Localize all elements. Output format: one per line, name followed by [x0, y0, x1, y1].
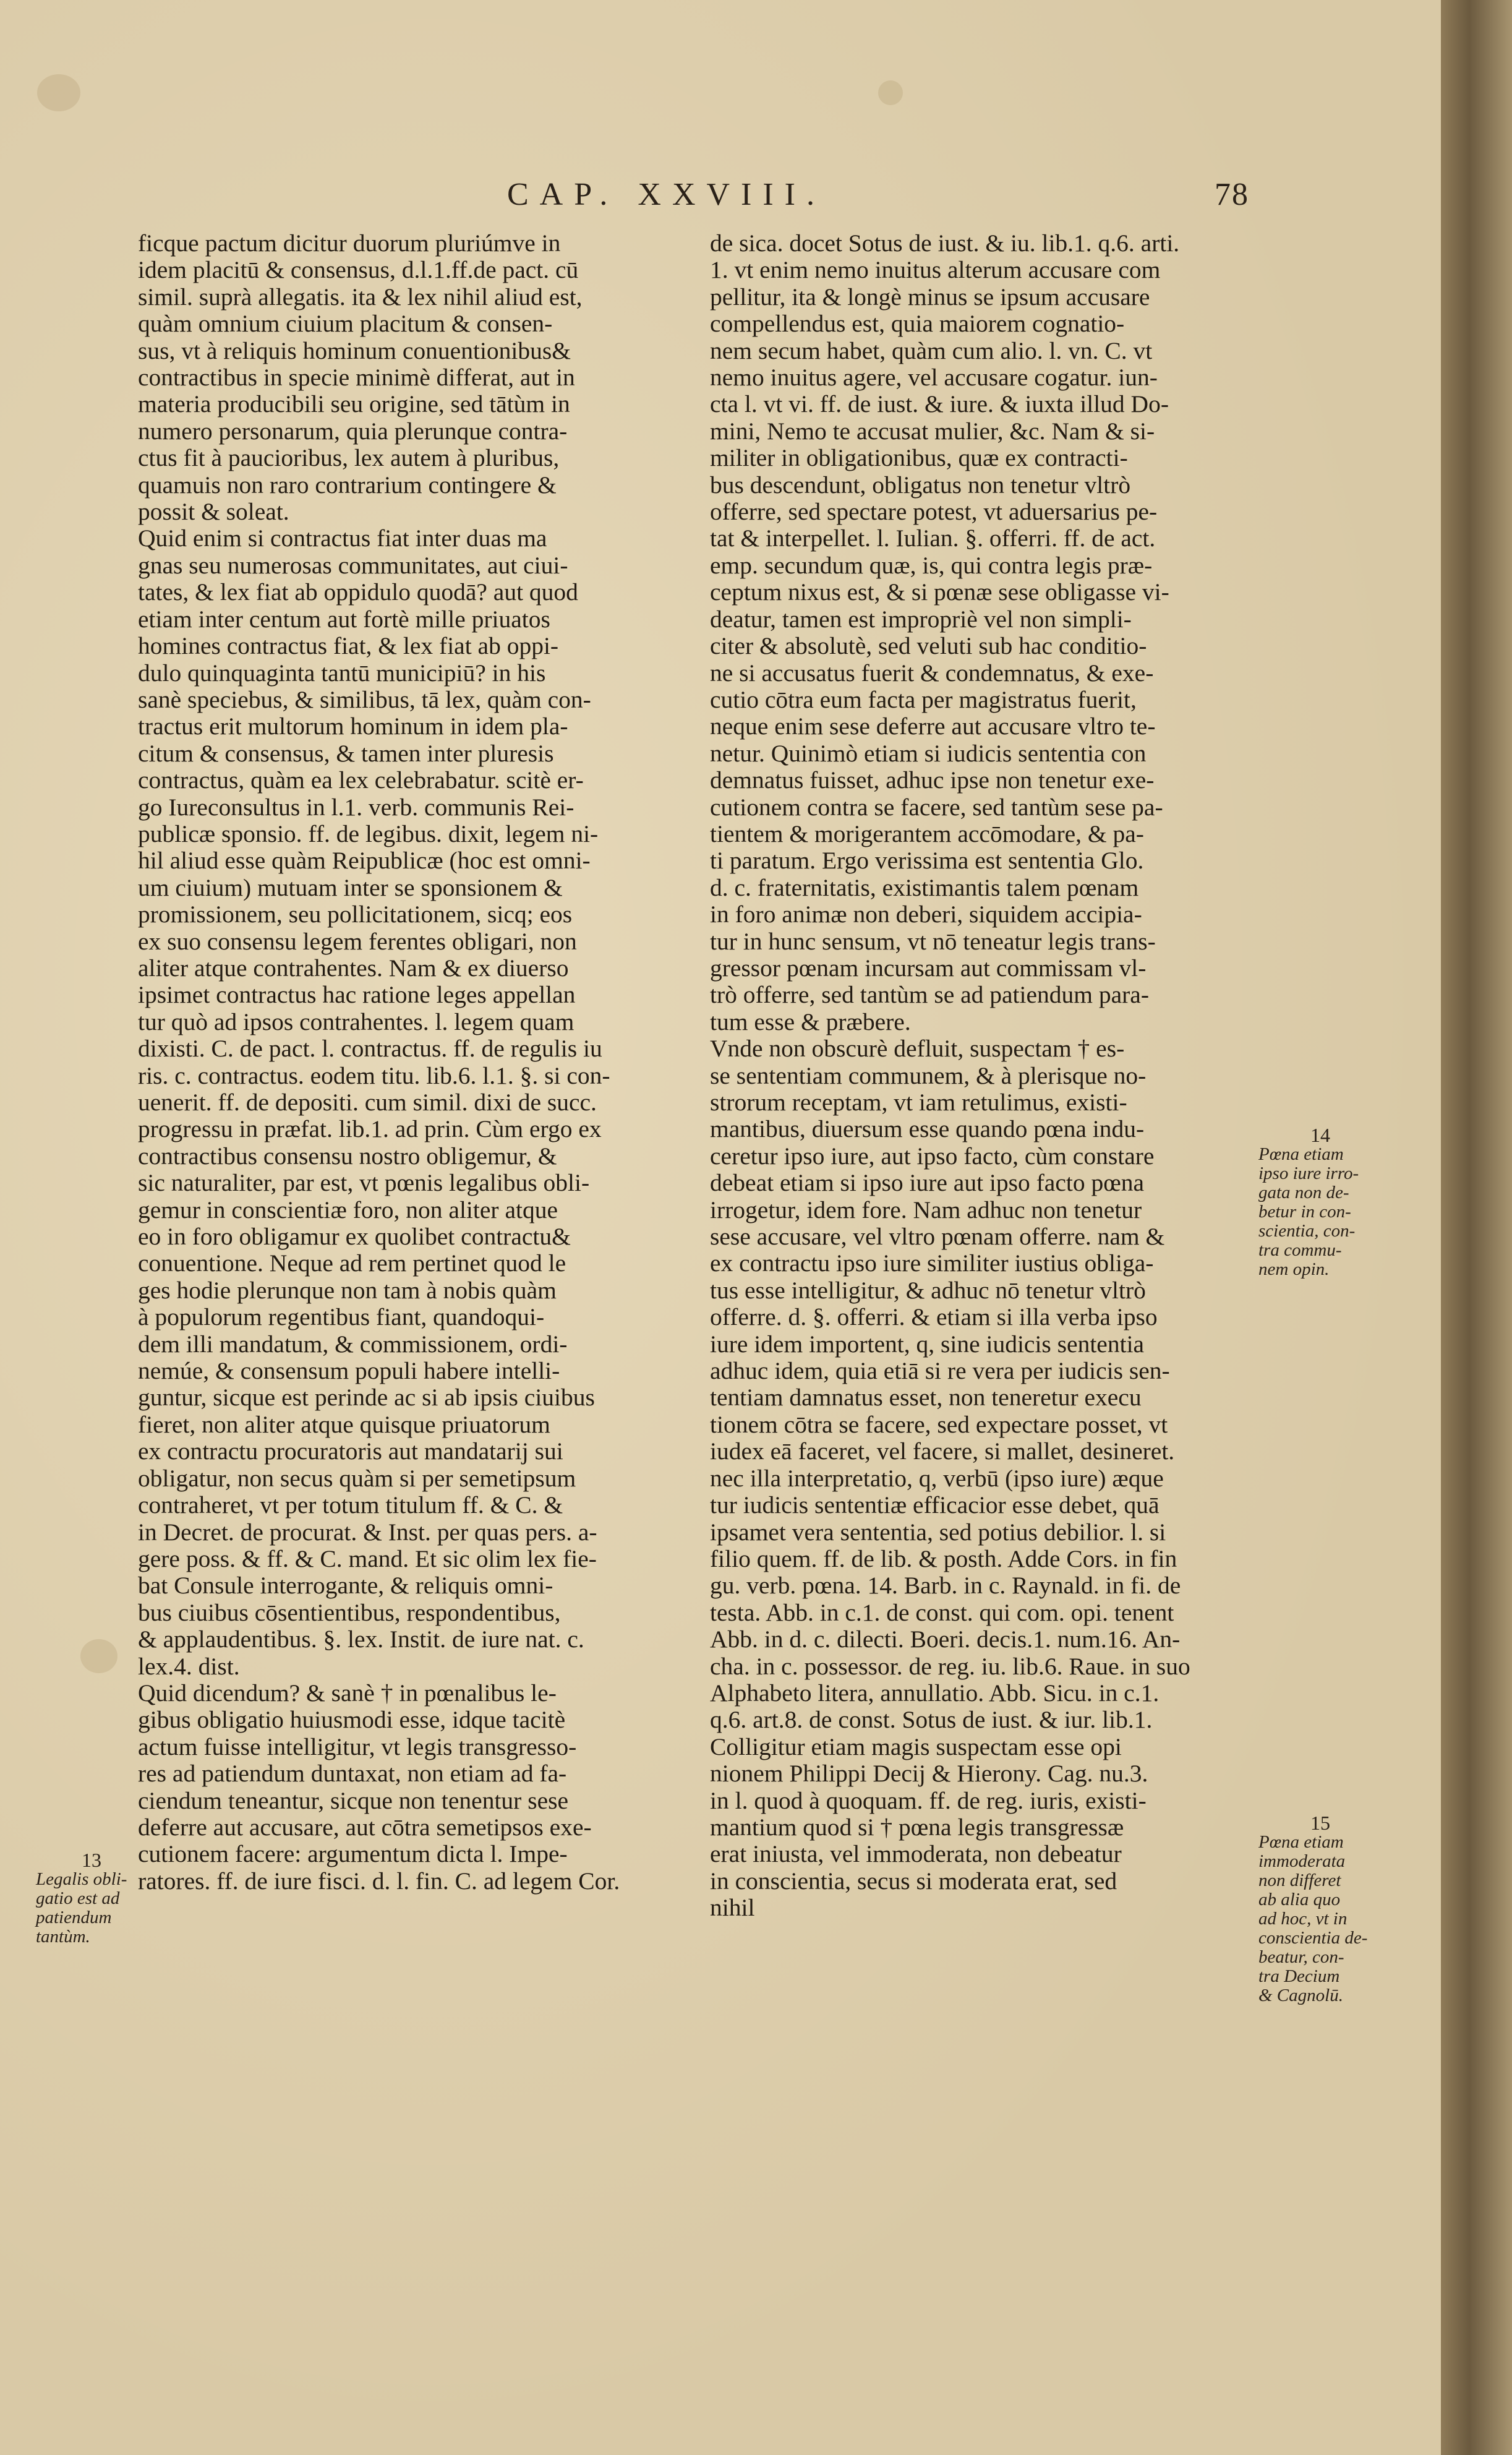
text-line: offerre. d. §. offerri. & etiam si illa verba ipso	[710, 1304, 1158, 1331]
text-line: ratores. ff. de iure fisci. d. l. fin. C. ad legem Cor.	[138, 1867, 620, 1895]
text-line: quamuis non raro contrarium contingere &	[138, 471, 557, 499]
text-line: tates, & lex fiat ab oppidulo quodā? aut quod	[138, 579, 578, 606]
text-line: homines contractus fiat, & lex fiat ab oppi-	[138, 633, 559, 660]
margin-note-line: gata non de-	[1258, 1183, 1349, 1202]
text-line: conuentione. Neque ad rem pertinet quod le	[138, 1250, 566, 1277]
text-line: obligatur, non secus quàm si per semetipsum	[138, 1465, 576, 1492]
text-line: emp. secundum quæ, is, qui contra legis præ-	[710, 552, 1153, 579]
margin-note-number: 13	[82, 1849, 101, 1871]
text-line: ti paratum. Ergo verissima est sententia Glo.	[710, 847, 1144, 875]
text-line: sese accusare, vel vltro pœnam offerre. nam &	[710, 1223, 1165, 1251]
text-line: gressor pœnam incursam aut commissam vl-	[710, 954, 1147, 982]
text-line: possit & soleat.	[138, 499, 289, 526]
text-line: contractibus in specie minimè differat, aut in	[138, 364, 575, 392]
margin-note-line: ipso iure irro-	[1258, 1163, 1359, 1183]
text-line: Alphabeto litera, annullatio. Abb. Sicu. in c.1.	[710, 1679, 1160, 1707]
text-line: dulo quinquaginta tantū municipiū? in his	[138, 659, 546, 687]
text-line: nihil	[710, 1895, 755, 1922]
margin-note-number: 15	[1310, 1812, 1330, 1834]
text-line: trò offerre, sed tantùm se ad patiendum para-	[710, 982, 1149, 1009]
text-line: simil. suprà allegatis. ita & lex nihil aliud est,	[138, 283, 583, 311]
text-line: idem placitū & consensus, d.l.1.ff.de pact. cū	[138, 257, 579, 284]
text-line: militer in obligationibus, quæ ex contracti-	[710, 445, 1128, 472]
text-line: neque enim sese deferre aut accusare vltro te-	[710, 713, 1156, 740]
text-line: progressu in præfat. lib.1. ad prin. Cùm ergo ex	[138, 1116, 602, 1143]
text-line: tum esse & præbere.	[710, 1008, 911, 1035]
text-line: deatur, tamen est impropriè vel non simpli-	[710, 606, 1132, 633]
text-line: mantibus, diuersum esse quando pœna indu-	[710, 1116, 1145, 1143]
text-line: ipsimet contractus hac ratione leges appellan	[138, 982, 576, 1009]
margin-note-line: gatio est ad	[36, 1888, 120, 1908]
text-line: numero personarum, quia plerunque contra-	[138, 418, 568, 445]
text-line: tientem & morigerantem accōmodare, & pa-	[710, 820, 1144, 847]
margin-note-line: ad hoc, vt in	[1258, 1909, 1348, 1929]
text-line: Vnde non obscurè defluit, suspectam † es-	[710, 1035, 1125, 1063]
margin-note-line: Legalis obli-	[36, 1869, 127, 1889]
text-line: demnatus fuisset, adhuc ipse non tenetur exe-	[710, 767, 1155, 794]
text-line: 1. vt enim nemo inuitus alterum accusare com	[710, 257, 1161, 284]
margin-note-line: scientia, con-	[1258, 1221, 1356, 1241]
margin-note-13	[36, 1851, 147, 1947]
text-line: promissionem, seu pollicitationem, sicq; eos	[138, 901, 573, 928]
text-line: filio quem. ff. de lib. & posth. Adde Cors. in fin	[710, 1545, 1177, 1572]
page-edge	[1441, 0, 1512, 2455]
text-line: ex contractu ipso iure similiter iustius obliga-	[710, 1250, 1154, 1277]
text-line: actum fuisse intelligitur, vt legis transgresso-	[138, 1733, 577, 1760]
text-line: à populorum regentibus fiant, quandoqui-	[138, 1304, 545, 1331]
text-line: tionem cōtra se facere, sed expectare posset, vt	[710, 1411, 1168, 1438]
margin-note-14	[1258, 1126, 1382, 1279]
text-line: mantium quod si † pœna legis transgressæ	[710, 1814, 1124, 1841]
text-line: tur iudicis sententiæ efficacior esse debet, quā	[710, 1492, 1160, 1519]
text-line: materia producibili seu origine, sed tātùm in	[138, 391, 570, 418]
text-line: deferre aut accusare, aut cōtra semetipsos exe-	[138, 1814, 592, 1841]
text-line: nemúe, & consensum populi habere intelli-	[138, 1358, 560, 1385]
text-line: aliter atque contrahentes. Nam & ex diuerso	[138, 954, 569, 982]
text-line: uenerit. ff. de depositi. cum simil. dixi de succ.	[138, 1089, 597, 1116]
margin-note-line: Pœna etiam	[1258, 1144, 1344, 1164]
text-line: iure idem importent, q, sine iudicis sententia	[710, 1330, 1145, 1358]
text-line: ne si accusatus fuerit & condemnatus, & exe-	[710, 659, 1154, 687]
text-line: in l. quod à quoquam. ff. de reg. iuris, existi-	[710, 1787, 1147, 1814]
text-line: bus descendunt, obligatus non tenetur vltrò	[710, 471, 1131, 499]
text-line: gnas seu numerosas communitates, aut ciui-	[138, 552, 568, 579]
text-line: in Decret. de procurat. & Inst. per quas pers. a-	[138, 1519, 597, 1546]
text-line: gemur in conscientiæ foro, non aliter atque	[138, 1196, 558, 1223]
text-line: de sica. docet Sotus de iust. & iu. lib.1. q.6. arti.	[710, 230, 1180, 257]
text-line: offerre, sed spectare potest, vt aduersarius pe-	[710, 499, 1158, 526]
chapter-title: CAP. XXVIII.	[507, 177, 826, 212]
text-line: tentiam damnatus esset, non teneretur execu	[710, 1384, 1142, 1412]
text-line: publicæ sponsio. ff. de legibus. dixit, legem ni-	[138, 820, 599, 847]
paper-stain	[80, 1639, 117, 1673]
text-line: cta l. vt vi. ff. de iust. & iure. & iuxta illud Do-	[710, 391, 1169, 418]
text-line: ges hodie plerunque non tam à nobis quàm	[138, 1277, 557, 1304]
text-line: in conscientia, secus si moderata erat, sed	[710, 1867, 1117, 1895]
text-line: in foro animæ non deberi, siquidem accipia-	[710, 901, 1142, 928]
margin-note-line: ab alia quo	[1258, 1890, 1341, 1909]
text-line: Quid dicendum? & sanè † in pœnalibus le-	[138, 1679, 557, 1707]
text-line: iudex eā faceret, vel facere, si mallet, desineret.	[710, 1438, 1175, 1465]
margin-note-line: tra Decium	[1258, 1966, 1340, 1986]
text-line: netur. Quinimò etiam si iudicis sententia con	[710, 740, 1147, 767]
text-line: tus esse intelligitur, & adhuc nō tenetur vltrò	[710, 1277, 1146, 1304]
text-line: ficque pactum dicitur duorum pluriúmve in	[138, 230, 561, 257]
text-line: irrogetur, idem fore. Nam adhuc non tenetur	[710, 1196, 1142, 1223]
margin-note-line: betur in con-	[1258, 1202, 1351, 1222]
margin-note-line: patiendum	[36, 1908, 112, 1927]
text-line: res ad patiendum duntaxat, non etiam ad fa-	[138, 1760, 567, 1788]
text-line: bat Consule interrogante, & reliquis omni-	[138, 1572, 553, 1600]
text-line: tur quò ad ipsos contrahentes. l. legem quam	[138, 1008, 574, 1035]
text-line: cha. in c. possessor. de reg. iu. lib.6. Raue. in suo	[710, 1653, 1190, 1680]
text-line: gu. verb. pœna. 14. Barb. in c. Raynald. in fi. de	[710, 1572, 1181, 1600]
margin-note-line: beatur, con-	[1258, 1947, 1344, 1967]
text-line: ceretur ipso iure, aut ipso facto, cùm constare	[710, 1142, 1155, 1170]
text-line: contractibus consensu nostro obligemur, &	[138, 1142, 557, 1170]
text-line: d. c. fraternitatis, existimantis talem pœnam	[710, 874, 1139, 901]
text-line: guntur, sicque est perinde ac si ab ipsis ciuibus	[138, 1384, 595, 1412]
margin-note-line: nem opin.	[1258, 1259, 1330, 1279]
text-line: gere poss. & ff. & C. mand. Et sic olim lex fie-	[138, 1545, 597, 1572]
text-line: & applaudentibus. §. lex. Instit. de iure nat. c.	[138, 1626, 584, 1653]
margin-note-line: & Cagnolū.	[1258, 1986, 1343, 2005]
text-line: etiam inter centum aut fortè mille priuatos	[138, 606, 550, 633]
text-line: erat iniusta, vel immoderata, non debeatur	[710, 1841, 1122, 1868]
margin-note-line: Pœna etiam	[1258, 1832, 1344, 1852]
text-line: sus, vt à reliquis hominum conuentionibus&	[138, 337, 571, 364]
text-line: ex contractu procuratoris aut mandatarij sui	[138, 1438, 563, 1465]
running-header	[507, 176, 1249, 220]
text-line: sic naturaliter, par est, vt pœnis legalibus obli-	[138, 1170, 590, 1197]
paper-stain	[37, 74, 80, 111]
text-line: go Iureconsultus in l.1. verb. communis Rei-	[138, 794, 574, 821]
margin-note-number: 14	[1310, 1124, 1330, 1146]
text-line: ciendum teneantur, sicque non tenentur sese	[138, 1787, 569, 1814]
text-line: contraheret, vt per totum titulum ff. & C. &	[138, 1492, 563, 1519]
text-line: citum & consensus, & tamen inter pluresis	[138, 740, 554, 767]
margin-note-line: tra commu-	[1258, 1240, 1342, 1260]
text-line: ipsamet vera sententia, sed potius debilior. l. si	[710, 1519, 1166, 1546]
text-line: debeat etiam si ipso iure aut ipso facto pœna	[710, 1170, 1145, 1197]
text-line: fieret, non aliter atque quisque priuatorum	[138, 1411, 550, 1438]
text-line: testa. Abb. in c.1. de const. qui com. opi. tenent	[710, 1599, 1174, 1626]
text-line: tur in hunc sensum, vt nō teneatur legis trans-	[710, 928, 1156, 955]
text-line: um ciuium) mutuam inter se sponsionem &	[138, 874, 563, 901]
text-line: quàm omnium ciuium placitum & consen-	[138, 311, 553, 338]
text-line: se sententiam communem, & à plerisque no-	[710, 1062, 1147, 1089]
margin-note-line: tantùm.	[36, 1927, 90, 1947]
text-line: Quid enim si contractus fiat inter duas ma	[138, 525, 547, 552]
text-line: nionem Philippi Decij & Hierony. Cag. nu.3.	[710, 1760, 1148, 1788]
page-number: 78	[1215, 177, 1249, 212]
text-line: ris. c. contractus. eodem titu. lib.6. l.1. §. si con-	[138, 1062, 610, 1089]
text-line: tat & interpellet. l. Iulian. §. offerri. ff. de act.	[710, 525, 1156, 552]
paper-stain	[878, 80, 903, 105]
right-text-column	[710, 230, 1242, 1922]
text-line: compellendus est, quia maiorem cognatio-	[710, 311, 1125, 338]
left-text-column	[138, 230, 676, 1895]
text-line: mini, Nemo te accusat mulier, &c. Nam & si-	[710, 418, 1155, 445]
text-line: ex suo consensu legem ferentes obligari, non	[138, 928, 577, 955]
text-line: adhuc idem, quia etiā si re vera per iudicis sen-	[710, 1358, 1170, 1385]
text-line: cutio cōtra eum facta per magistratus fuerit,	[710, 686, 1137, 713]
margin-note-line: non differet	[1258, 1870, 1341, 1890]
text-line: pellitur, ita & longè minus se ipsum accusare	[710, 283, 1150, 311]
text-line: nemo inuitus agere, vel accusare cogatur. iun-	[710, 364, 1158, 392]
text-line: gibus obligatio huiusmodi esse, idque tacitè	[138, 1707, 566, 1734]
text-line: contractus, quàm ea lex celebrabatur. scitè er-	[138, 767, 584, 794]
text-line: citer & absolutè, sed veluti sub hac conditio-	[710, 633, 1147, 660]
text-line: cutionem facere: argumentum dicta l. Impe-	[138, 1841, 568, 1868]
margin-note-15	[1258, 1814, 1382, 2005]
margin-note-line: conscientia de-	[1258, 1928, 1368, 1948]
margin-note-line: immoderata	[1258, 1851, 1346, 1871]
text-line: lex.4. dist.	[138, 1653, 240, 1680]
text-line: tractus erit multorum hominum in idem pla-	[138, 713, 568, 740]
text-line: nem secum habet, quàm cum alio. l. vn. C. vt	[710, 337, 1153, 364]
text-line: dixisti. C. de pact. l. contractus. ff. de regulis iu	[138, 1035, 602, 1063]
text-line: eo in foro obligamur ex quolibet contractu&	[138, 1223, 571, 1251]
text-line: nec illa interpretatio, q, verbū (ipso iure) æque	[710, 1465, 1164, 1492]
text-line: strorum receptam, vt iam retulimus, existi-	[710, 1089, 1127, 1116]
text-line: cutionem contra se facere, sed tantùm sese pa-	[710, 794, 1163, 821]
text-line: Abb. in d. c. dilecti. Boeri. decis.1. num.16. An-	[710, 1626, 1181, 1653]
text-line: hil aliud esse quàm Reipublicæ (hoc est omni-	[138, 847, 591, 875]
text-line: q.6. art.8. de const. Sotus de iust. & iur. lib.1.	[710, 1707, 1153, 1734]
text-line: Colligitur etiam magis suspectam esse opi	[710, 1733, 1122, 1760]
text-line: bus ciuibus cōsentientibus, respondentibus,	[138, 1599, 561, 1626]
text-line: ceptum nixus est, & si pœnæ sese obligasse vi-	[710, 579, 1169, 606]
text-line: dem illi mandatum, & commissionem, ordi-	[138, 1330, 568, 1358]
text-line: ctus fit à paucioribus, lex autem à pluribus,	[138, 445, 560, 472]
text-line: sanè speciebus, & similibus, tā lex, quàm con-	[138, 686, 591, 713]
